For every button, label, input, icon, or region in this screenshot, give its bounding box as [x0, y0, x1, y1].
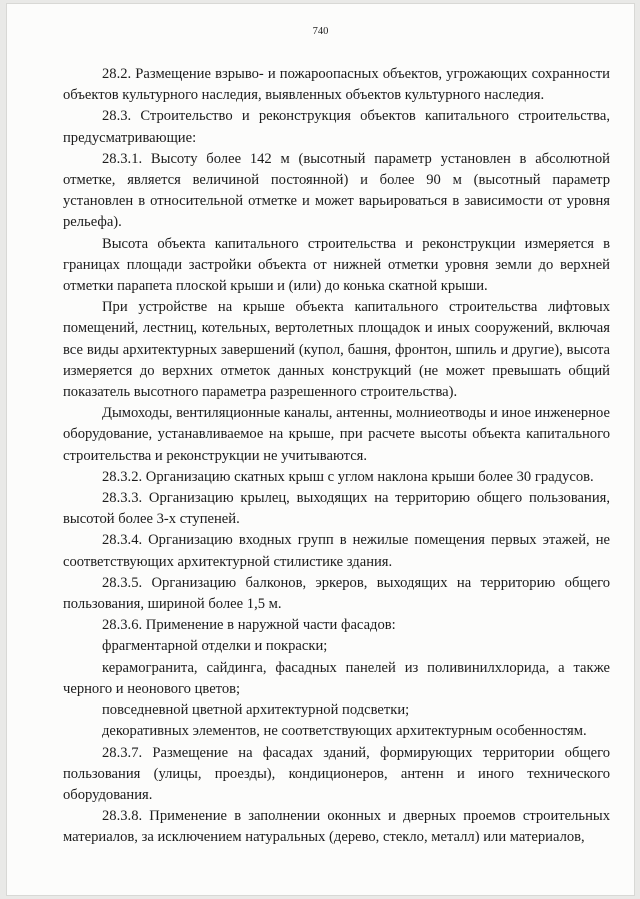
paragraph-28-3-7: 28.3.7. Размещение на фасадах зданий, формирующих территории общего пользования (улицы, проезды), кондиционеров, антенн и иного технического оборудования.: [63, 744, 610, 803]
list-item-porcelain-siding: керамогранита, сайдинга, фасадных панелей из поливинилхлорида, а также черного и неонового цветов;: [63, 659, 610, 697]
paragraph-28-3-5: 28.3.5. Организацию балконов, эркеров, выходящих на территорию общего пользования, шириной более 1,5 м.: [63, 574, 610, 613]
list-item-fragmentary-finish: фрагментарной отделки и покраски;: [102, 638, 328, 655]
paragraph-28-3-4: 28.3.4. Организацию входных групп в нежилые помещения первых этажей, не соответствующих архитектурной стилистике здания.: [63, 532, 610, 570]
paragraph-height-measurement: Высота объекта капитального строительства и реконструкции измеряется в границах площади застройки объекта от нижней отметки уровня земли до верхней отметки парапета плоской крыши и (или) до конька скатной крыши.: [63, 235, 610, 295]
document-page: [7, 4, 634, 895]
paragraph-28-3-1: 28.3.1. Высоту более 142 м (высотный параметр установлен в абсолютной отметке, является величиной постоянной) и более 90 м (высотный параметр установлен в относительной отметке и может варьироваться в зависимости от уровня рельефа).: [63, 150, 610, 231]
paragraph-roof-structures: При устройстве на крыше объекта капитального строительства лифтовых помещений, лестниц, котельных, вертолетных площадок и иных сооружений, включая все виды архитектурных завершений (купол, башня, фронтон, шпиль и другие), высота измеряется до верхних отметок данных конструкций (не может превышать общий показатель высотного параметра разрешенного строительства).: [63, 299, 610, 401]
paragraph-28-3-6: 28.3.6. Применение в наружной части фасадов:: [102, 617, 396, 634]
paragraph-28-3-2: 28.3.2. Организацию скатных крыш с углом наклона крыши более 30 градусов.: [102, 468, 594, 485]
paragraph-28-3-3: 28.3.3. Организацию крылец, выходящих на территорию общего пользования, высотой более 3-х ступеней.: [63, 490, 610, 528]
page-body: [63, 64, 610, 849]
paragraph-28-3: 28.3. Строительство и реконструкция объектов капитального строительства, предусматривающие:: [63, 108, 610, 146]
list-item-color-lighting: повседневной цветной архитектурной подсветки;: [102, 702, 410, 719]
list-item-decorative-elements: декоративных элементов, не соответствующих архитектурным особенностям.: [102, 723, 587, 740]
paragraph-28-2: 28.2. Размещение взрыво- и пожароопасных объектов, угрожающих сохранности объектов культурного наследия, выявленных объектов культурного наследия.: [63, 66, 610, 104]
paragraph-28-3-8: 28.3.8. Применение в заполнении оконных и дверных проемов строительных материалов, за исключением натуральных (дерево, стекло, металл) или материалов,: [63, 808, 610, 846]
paragraph-engineering-equipment: Дымоходы, вентиляционные каналы, антенны, молниеотводы и иное инженерное оборудование, устанавливаемое на крыше, при расчете высоты объекта капитального строительства и реконструкции не учитываются.: [63, 405, 610, 464]
page-number: 740: [312, 26, 329, 37]
